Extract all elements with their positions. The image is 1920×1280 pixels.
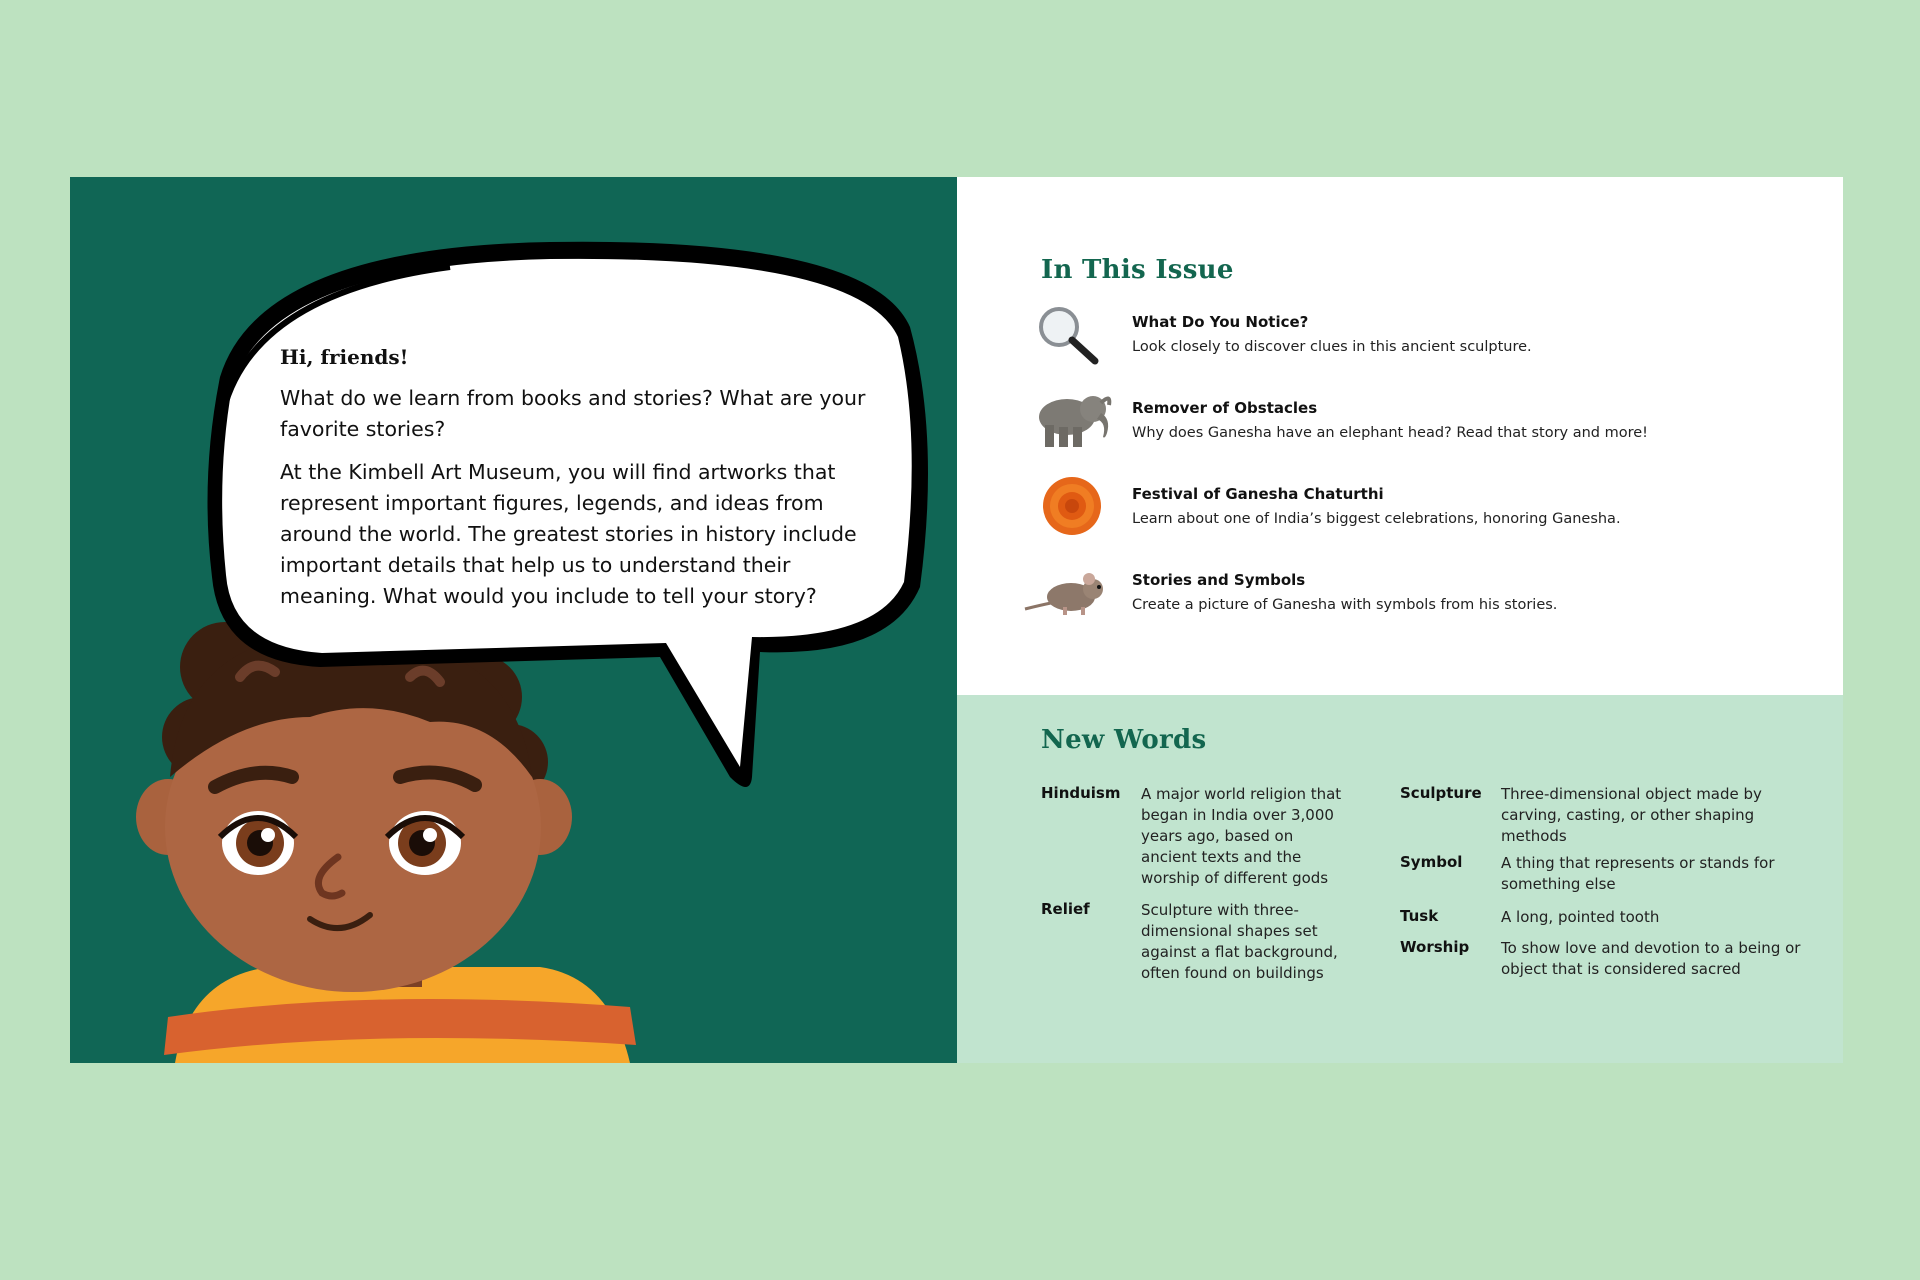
marigold-flower-icon <box>1041 475 1103 537</box>
issue-item <box>1132 485 1812 527</box>
word-term: Tusk <box>1400 907 1439 925</box>
word-term: Hinduism <box>1041 784 1121 802</box>
in-this-issue-section <box>957 177 1843 695</box>
issue-description: Why does Ganesha have an elephant head? Read that story and more! <box>1132 425 1648 441</box>
magnifying-glass-icon <box>1037 305 1103 367</box>
elephant-icon <box>1033 389 1115 449</box>
new-words-section <box>957 695 1843 1063</box>
issue-title: What Do You Notice? <box>1132 313 1309 331</box>
word-definition: To show love and devotion to a being or object that is considered sacred <box>1501 939 1801 978</box>
issue-item <box>1132 399 1812 441</box>
issue-title: Remover of Obstacles <box>1132 399 1318 417</box>
word-definition: A major world religion that began in India over 3,000 years ago, based on ancient texts and the worship of different gods <box>1141 785 1342 887</box>
new-words-heading: New Words <box>1041 725 1207 755</box>
word-definition: A thing that represents or stands for something else <box>1501 854 1775 893</box>
word-term: Worship <box>1400 938 1470 956</box>
word-term: Symbol <box>1400 853 1463 871</box>
issue-description: Look closely to discover clues in this ancient sculpture. <box>1132 339 1532 355</box>
issue-description: Learn about one of India’s biggest celebrations, honoring Ganesha. <box>1132 511 1621 527</box>
bubble-paragraph-2: At the Kimbell Art Museum, you will find artworks that represent important figures, legends, and ideas from around the world. The greatest stories in history include important details that help us to understand their meaning. What would you include to tell your story? <box>280 460 857 608</box>
issue-title: Stories and Symbols <box>1132 571 1306 589</box>
word-definition: A long, pointed tooth <box>1501 908 1660 926</box>
bubble-greeting: Hi, friends! <box>280 345 409 369</box>
issue-title: Festival of Ganesha Chaturthi <box>1132 485 1384 503</box>
issue-description: Create a picture of Ganesha with symbols from his stories. <box>1132 597 1558 613</box>
issue-item <box>1132 571 1812 613</box>
word-definition: Sculpture with three-dimensional shapes set against a flat background, often found on buildings <box>1141 901 1338 982</box>
issue-item <box>1132 313 1812 355</box>
magazine-spread <box>70 177 1843 1063</box>
word-term: Sculpture <box>1400 784 1482 802</box>
in-this-issue-heading: In This Issue <box>1041 255 1234 285</box>
left-page <box>70 177 957 1063</box>
word-definition: Three-dimensional object made by carving, casting, or other shaping methods <box>1501 785 1762 845</box>
word-term: Relief <box>1041 900 1090 918</box>
speech-bubble-text <box>280 342 880 624</box>
mouse-icon <box>1021 567 1111 617</box>
bubble-paragraph-1: What do we learn from books and stories? What are your favorite stories? <box>280 386 866 441</box>
